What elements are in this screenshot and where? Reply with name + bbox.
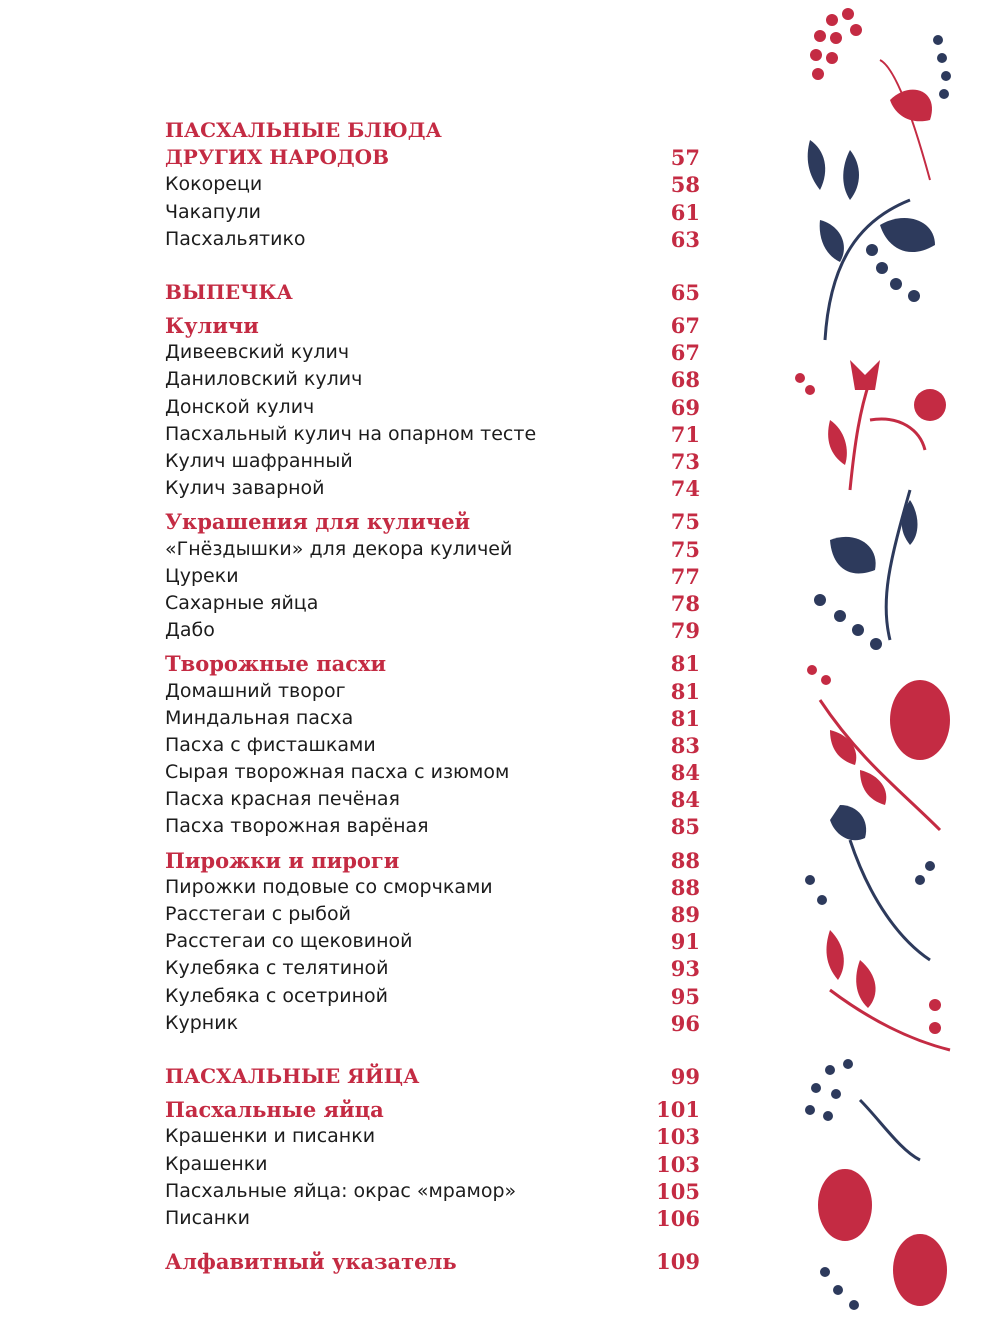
- entry-title: Дивеевский кулич: [165, 341, 350, 364]
- toc-subsection-kulichi[interactable]: [165, 312, 700, 339]
- entry-title: Пасхальятико: [165, 227, 306, 250]
- page-number: 103: [656, 1124, 700, 1150]
- page-number: 71: [670, 421, 700, 447]
- entry-title: Пасха творожная варёная: [165, 815, 429, 838]
- toc-section-easter-eggs[interactable]: [165, 1063, 700, 1090]
- toc-entry[interactable]: [165, 617, 700, 644]
- page-number: 95: [670, 983, 700, 1009]
- entry-title: Курник: [165, 1011, 239, 1034]
- entry-title: Пасхальные яйца: окрас «мрамор»: [165, 1179, 517, 1202]
- page-number: 85: [670, 814, 700, 840]
- page-number: 91: [670, 929, 700, 955]
- navy-heart-leaves-icon: [814, 490, 918, 650]
- red-easter-egg-icon: [807, 665, 950, 830]
- toc-entry[interactable]: [165, 448, 700, 475]
- page-number: 84: [670, 787, 700, 813]
- entry-title: Донской кулич: [165, 395, 315, 418]
- navy-tulip-icon: [805, 805, 935, 960]
- toc-entry[interactable]: [165, 1151, 700, 1178]
- page-number: 105: [656, 1178, 700, 1204]
- navy-dandelion-icon: [805, 1059, 920, 1160]
- page-number: 89: [670, 902, 700, 928]
- entry-title: Кулебяка с осетриной: [165, 984, 388, 1007]
- page-number: 84: [670, 760, 700, 786]
- navy-leaf-branch-icon: [808, 140, 935, 340]
- page-number: 81: [670, 705, 700, 731]
- toc-entry[interactable]: [165, 705, 700, 732]
- toc-section-title: ПАСХАЛЬНЫЕ ЯЙЦА: [165, 1063, 420, 1088]
- page-number: 99: [670, 1063, 700, 1089]
- toc-section-title: ДРУГИХ НАРОДОВ: [165, 145, 389, 170]
- page-number: 75: [670, 536, 700, 562]
- page-number: 81: [670, 678, 700, 704]
- toc-subsection-title: Пирожки и пироги: [165, 847, 400, 873]
- entry-title: Пасхальный кулич на опарном тесте: [165, 422, 537, 445]
- entry-title: Даниловский кулич: [165, 368, 363, 391]
- page-number: 77: [670, 563, 700, 589]
- toc-section-title: ПАСХАЛЬНЫЕ БЛЮДА: [165, 118, 442, 143]
- toc-entry[interactable]: [165, 563, 700, 590]
- toc-entry[interactable]: [165, 678, 700, 705]
- entry-title: Кулич шафранный: [165, 450, 353, 473]
- table-of-contents: [165, 117, 700, 1275]
- toc-index[interactable]: [165, 1248, 700, 1275]
- toc-entry[interactable]: [165, 901, 700, 928]
- entry-title: Сырая творожная пасха с изюмом: [165, 761, 510, 784]
- page-number: 57: [670, 145, 700, 171]
- toc-subsection-pirozhki[interactable]: [165, 847, 700, 874]
- entry-title: Домашний творог: [165, 679, 346, 702]
- entry-title: Пасха с фисташками: [165, 733, 376, 756]
- page-number: 106: [656, 1205, 700, 1231]
- toc-entry[interactable]: [165, 874, 700, 901]
- toc-subsection-decorations[interactable]: [165, 508, 700, 535]
- toc-entry[interactable]: [165, 367, 700, 394]
- toc-entry[interactable]: [165, 759, 700, 786]
- entry-title: Миндальная пасха: [165, 706, 354, 729]
- page-number: 81: [670, 651, 700, 677]
- entry-title: Пирожки подовые со сморчками: [165, 875, 493, 898]
- toc-entry[interactable]: [165, 1205, 700, 1232]
- red-eggs-pair-icon: [818, 1169, 947, 1310]
- toc-subsection-easter-eggs[interactable]: [165, 1096, 700, 1123]
- page-number: 109: [656, 1249, 700, 1275]
- toc-entry[interactable]: [165, 536, 700, 563]
- toc-entry[interactable]: [165, 814, 700, 841]
- toc-entry[interactable]: [165, 786, 700, 813]
- page-number: 79: [670, 618, 700, 644]
- toc-entry[interactable]: [165, 394, 700, 421]
- page-number: 93: [670, 956, 700, 982]
- toc-entry[interactable]: [165, 983, 700, 1010]
- page-number: 69: [670, 394, 700, 420]
- page-number: 88: [670, 874, 700, 900]
- page-number: 67: [670, 313, 700, 339]
- toc-entry[interactable]: [165, 226, 700, 253]
- floral-border-decoration: [770, 0, 1000, 1323]
- page-number: 67: [670, 340, 700, 366]
- entry-title: Сахарные яйца: [165, 591, 319, 614]
- toc-entry[interactable]: [165, 1010, 700, 1037]
- toc-index-title: Алфавитный указатель: [165, 1249, 457, 1275]
- red-flower-icon: [795, 360, 946, 490]
- toc-section-other-nations-line1[interactable]: [165, 117, 700, 144]
- toc-entry[interactable]: [165, 421, 700, 448]
- toc-entry[interactable]: [165, 199, 700, 226]
- toc-section-title: ВЫПЕЧКА: [165, 279, 293, 304]
- toc-subsection-title: Куличи: [165, 313, 259, 339]
- entry-title: «Гнёздышки» для декора куличей: [165, 537, 513, 560]
- entry-title: Крашенки: [165, 1152, 268, 1175]
- page-number: 65: [670, 279, 700, 305]
- entry-title: Кокореци: [165, 173, 263, 196]
- toc-entry[interactable]: [165, 928, 700, 955]
- page-number: 74: [670, 476, 700, 502]
- page-number: 73: [670, 449, 700, 475]
- toc-entry[interactable]: [165, 732, 700, 759]
- entry-title: Пасха красная печёная: [165, 788, 400, 811]
- toc-entry[interactable]: [165, 171, 700, 198]
- toc-entry[interactable]: [165, 1123, 700, 1150]
- page-number: 78: [670, 590, 700, 616]
- page-number: 58: [670, 172, 700, 198]
- toc-subsection-title: Украшения для куличей: [165, 509, 471, 535]
- entry-title: Писанки: [165, 1206, 250, 1229]
- page-number: 61: [670, 199, 700, 225]
- toc-entry[interactable]: [165, 339, 700, 366]
- page-number: 68: [670, 367, 700, 393]
- red-leaf-sprig-icon: [826, 930, 950, 1050]
- toc-subsection-title: Пасхальные яйца: [165, 1097, 384, 1123]
- page-number: 103: [656, 1151, 700, 1177]
- entry-title: Кулич заварной: [165, 477, 325, 500]
- entry-title: Дабо: [165, 619, 215, 642]
- toc-entry[interactable]: [165, 475, 700, 502]
- page-number: 88: [670, 847, 700, 873]
- toc-entry[interactable]: [165, 1178, 700, 1205]
- toc-entry[interactable]: [165, 955, 700, 982]
- page-number: 83: [670, 732, 700, 758]
- page-number: 101: [656, 1097, 700, 1123]
- page-number: 75: [670, 509, 700, 535]
- toc-subsection-paskhi[interactable]: [165, 650, 700, 677]
- entry-title: Чакапули: [165, 200, 261, 223]
- page-number: 96: [670, 1010, 700, 1036]
- entry-title: Расстегаи с рыбой: [165, 903, 352, 926]
- toc-subsection-title: Творожные пасхи: [165, 651, 387, 677]
- toc-section-baking[interactable]: [165, 279, 700, 306]
- toc-entry[interactable]: [165, 590, 700, 617]
- entry-title: Кулебяка с телятиной: [165, 957, 389, 980]
- toc-section-other-nations-line2[interactable]: [165, 144, 700, 171]
- page-number: 63: [670, 226, 700, 252]
- entry-title: Расстегаи со щековиной: [165, 930, 413, 953]
- entry-title: Цуреки: [165, 564, 239, 587]
- berry-sprig-icon: [810, 8, 951, 180]
- entry-title: Крашенки и писанки: [165, 1125, 376, 1148]
